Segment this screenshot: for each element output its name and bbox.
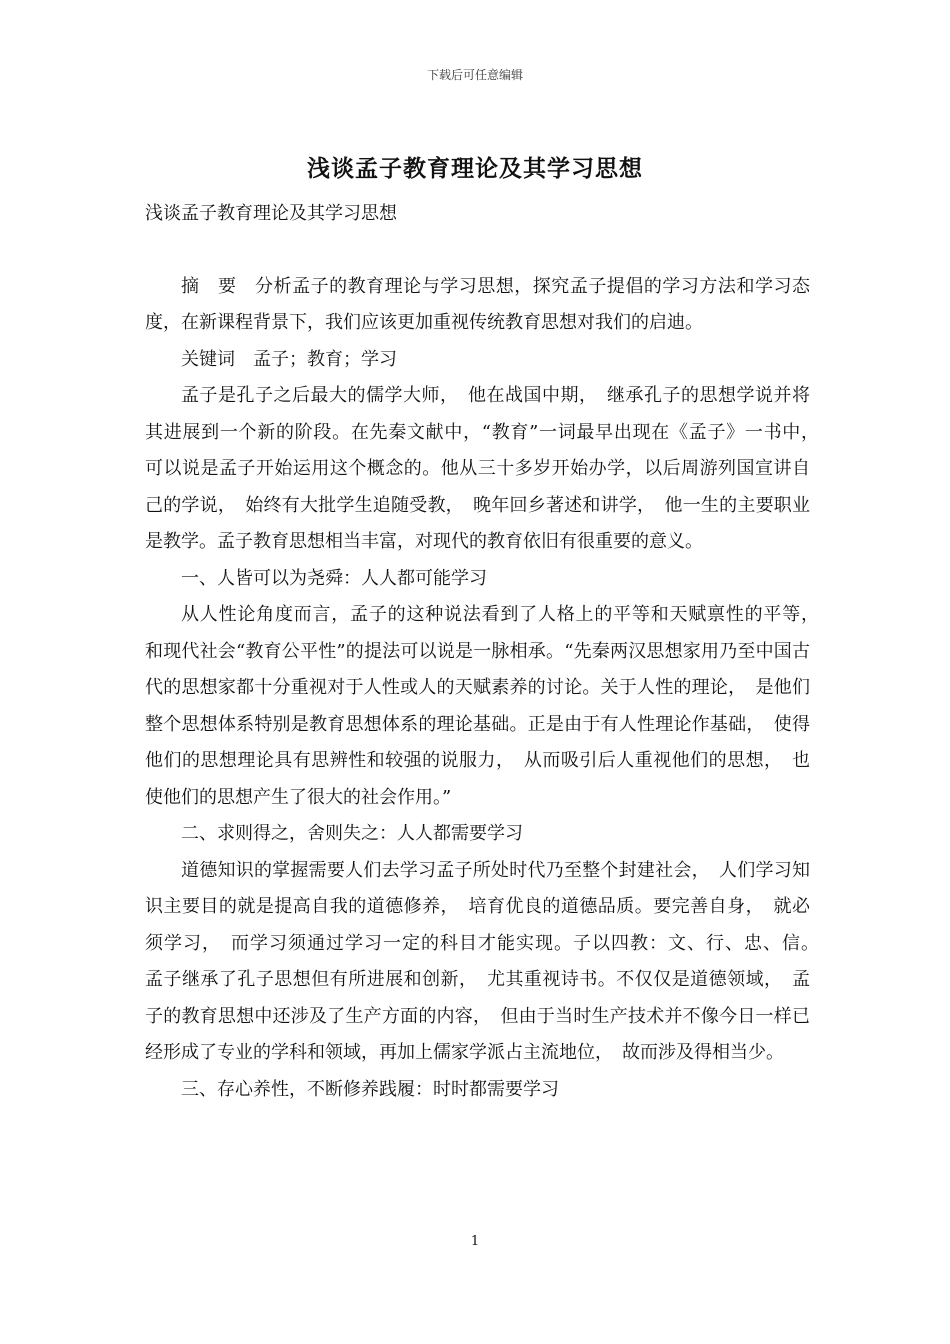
header-note: 下载后可任意编辑 xyxy=(426,68,523,82)
section-heading-1: 一、人皆可以为尧舜：人人都可能学习 xyxy=(181,567,487,589)
intro-paragraph: 孟子是孔子之后最大的儒学大师， 他在战国中期， 继承孔子的思想学说并将其进展到一个新的阶段。在先秦文献中，“教育”一词最早出现在《孟子》一书中， 可以说是孟子开始运用这个概念的。他从三十多岁开始办学，以后周游列国宣讲自己的学说， 始终有大批学生追随受教， 晚年回乡著述和讲学， 他一生的主要职业是教学。孟子教育思想相当丰富，对现代的教育依旧有很重要的意义。 xyxy=(145,385,828,552)
keywords-line: 关键词 孟子；教育；学习 xyxy=(181,348,397,370)
section-heading-2: 二、求则得之，舍则失之：人人都需要学习 xyxy=(181,823,523,844)
section-1-paragraph: 从人性论角度而言，孟子的这种说法看到了人格上的平等和天赋禀性的平等， 和现代社会“教育公平性”的提法可以说是一脉相承。“先秦两汉思想家用乃至中国古代的思想家都十分重视对于人性或人的天赋素养的讨论。关于人性的理论， 是他们整个思想体系特别是教育思想体系的理论基础。正是由于有人性理论作基础， 使得他们的思想理论具有思辨性和较强的说服力， 从而吸引后人重视他们的思想， 也使他们的思想产生了很大的社会作用。” xyxy=(145,604,828,808)
page-number: 1 xyxy=(470,1234,480,1249)
document-subtitle: 浅谈孟子教育理论及其学习思想 xyxy=(145,203,397,224)
section-heading-3: 三、存心养性，不断修养践履：时时都需要学习 xyxy=(181,1078,559,1100)
document-title: 浅谈孟子教育理论及其学习思想 xyxy=(307,155,643,182)
document-body xyxy=(145,196,828,1108)
section-2-paragraph: 道德知识的掌握需要人们去学习孟子所处时代乃至整个封建社会， 人们学习知识主要目的就是提高自我的道德修养， 培育优良的道德品质。要完善自身， 就必须学习， 而学习须通过学习一定的科目才能实现。子以四教：文、行、忠、信。 孟子继承了孔子思想但有所进展和创新， 尤其重视诗书。不仅仅是道德领域， 孟子的教育思想中还涉及了生产方面的内容， 但由于当时生产技术并不像今日一样已经形成了专业的学科和领域，再加上儒家学派占主流地位， 故而涉及得相当少。 xyxy=(145,859,828,1063)
abstract-paragraph: 摘 要 分析孟子的教育理论与学习思想，探究孟子提倡的学习方法和学习态度，在新课程背景下，我们应该更加重视传统教育思想对我们的启迪。 xyxy=(145,275,810,333)
